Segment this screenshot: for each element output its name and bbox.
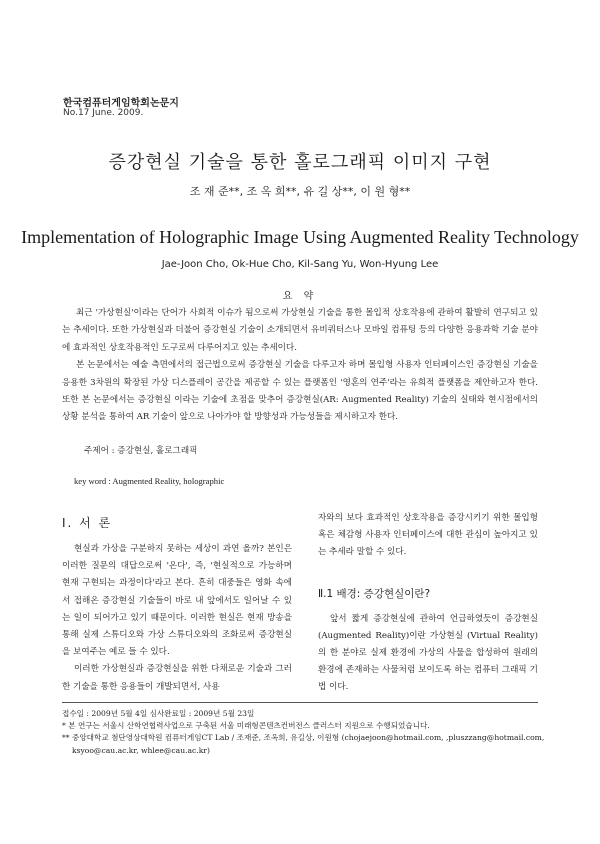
left-column — [62, 510, 292, 696]
journal-name: 한국컴퓨터게임학회논문지 — [63, 98, 179, 109]
paper-title-english: Implementation of Holographic Image Using Augmented Reality Technology — [21, 227, 579, 247]
authors-korean: 조 재 준**, 조 옥 희**, 유 길 상**, 이 원 형** — [189, 185, 411, 198]
body-paragraph: 앞서 짧게 증강현실에 관하여 언급하였듯이 증강현실(Augmented Reality)이란 가상현실 (Virtual Reality)의 한 분야로 실제 환경에 가상의 사물을 합성하여 원래의 환경에 존재하는 사물처럼 보이도록 하는 컴퓨터 그래픽 기법 이다. — [318, 613, 538, 693]
authors-english: Jae-Joon Cho, Ok-Hue Cho, Kil-Sang Yu, Won-Hyung Lee — [161, 259, 439, 270]
right-column — [318, 510, 538, 697]
section-2-title: Ⅱ.1 배경: 증강현실이란? — [318, 587, 431, 600]
footnote-dates: 접수일 : 2009년 5월 4일 심사완료일 : 2009년 5월 23일 — [62, 709, 255, 718]
section-1-title: Ⅰ. 서 론 — [62, 516, 113, 530]
body-paragraph: 현실과 가상을 구분하지 못하는 세상이 과연 올까? 본인은 이러한 질문의 대답으로써 '온다', 즉, '현실적으로 가능하며 현재 구현되는 과정이다'라고 본다. 흔히 대중들은 영화 속에서 접해온 증강현실 기술들이 바로 내 앞에서도 일어날 수 있는 일이 되어가고 있기 때문이다. 이러한 현실은 현재 방송을 통해 실제 스튜디오와 가상 스튜디오와의 조화로써 증강현실을 보여주는 예로 들 수 있다. — [62, 544, 292, 658]
abstract-paragraph: 최근 '가상현실'이라는 단어가 사회적 이슈가 됨으로써 가상현실 기술을 통한 몰입적 상호작용에 관하여 활발히 연구되고 있는 추세이다. 또한 가상현실과 더불어 증강현실 기술이 소개되면서 유비쿼터스나 모바일 컴퓨팅 등의 다양한 응용과학 기술 분야에 효과적인 상호작용적인 도구로써 다루어지고 있는 추세이다. — [62, 308, 538, 353]
footnote-affiliation: ** 중앙대학교 첨단영상대학원 컴퓨터게임CT Lab / 조재준, 조옥희, 유길상, 이원형 (chojaejoon@hotmail.com, ,pluszzang@hotmail.com, — [62, 733, 545, 743]
body-paragraph: 이러한 가상현실과 증강현실을 위한 다채로운 기술과 그러한 기술을 통한 응용들이 개발되면서, 사용 — [62, 664, 292, 692]
body-paragraph: 자와의 보다 효과적인 상호작용을 증강시키기 위한 몰입형 혹은 체감형 사용자 인터페이스에 대한 관심이 높아지고 있는 추세라 말할 수 있다. — [318, 513, 538, 558]
abstract-body — [62, 305, 538, 427]
abstract-heading: 요 약 — [282, 291, 318, 302]
paper-title-korean: 증강현실 기술을 통한 홀로그래픽 이미지 구현 — [108, 152, 492, 173]
keywords-english: key word : Augmented Reality, holographic — [74, 476, 225, 486]
footnote-emails: ksyoo@cau.ac.kr, whlee@cau.ac.kr) — [72, 745, 210, 755]
footnote-divider — [62, 702, 538, 703]
keywords-korean: 주제어 : 증강현실, 홀로그래픽 — [84, 446, 198, 456]
journal-issue: No.17 June. 2009. — [63, 108, 144, 118]
footnotes — [62, 708, 545, 757]
abstract-paragraph: 본 논문에서는 예술 측면에서의 접근법으로써 증강현실 기술을 다루고자 하며 몰입형 사용자 인터페이스인 증강현실 기술을 응용한 3차원의 확장된 가상 디스플레이 공간을 제공할 수 있는 플랫폼인 '영혼의 연주'라는 유희적 플랫폼을 제안하고자 한다. 또한 본 논문에서는 증강현실 이라는 기술에 초점을 맞추어 증강현실(AR: Augmented Reality) 기술의 실태와 현시점에서의 상황 분석을 통하여 AR 기술이 앞으로 나아가야 할 방향성과 가능성들을 제시하고자 한다. — [62, 360, 538, 423]
footnote-funding: * 본 연구는 서울시 산학연협력사업으로 구축된 서울 미래형콘텐츠컨버전스 클러스터 지원으로 수행되었습니다. — [62, 721, 430, 731]
